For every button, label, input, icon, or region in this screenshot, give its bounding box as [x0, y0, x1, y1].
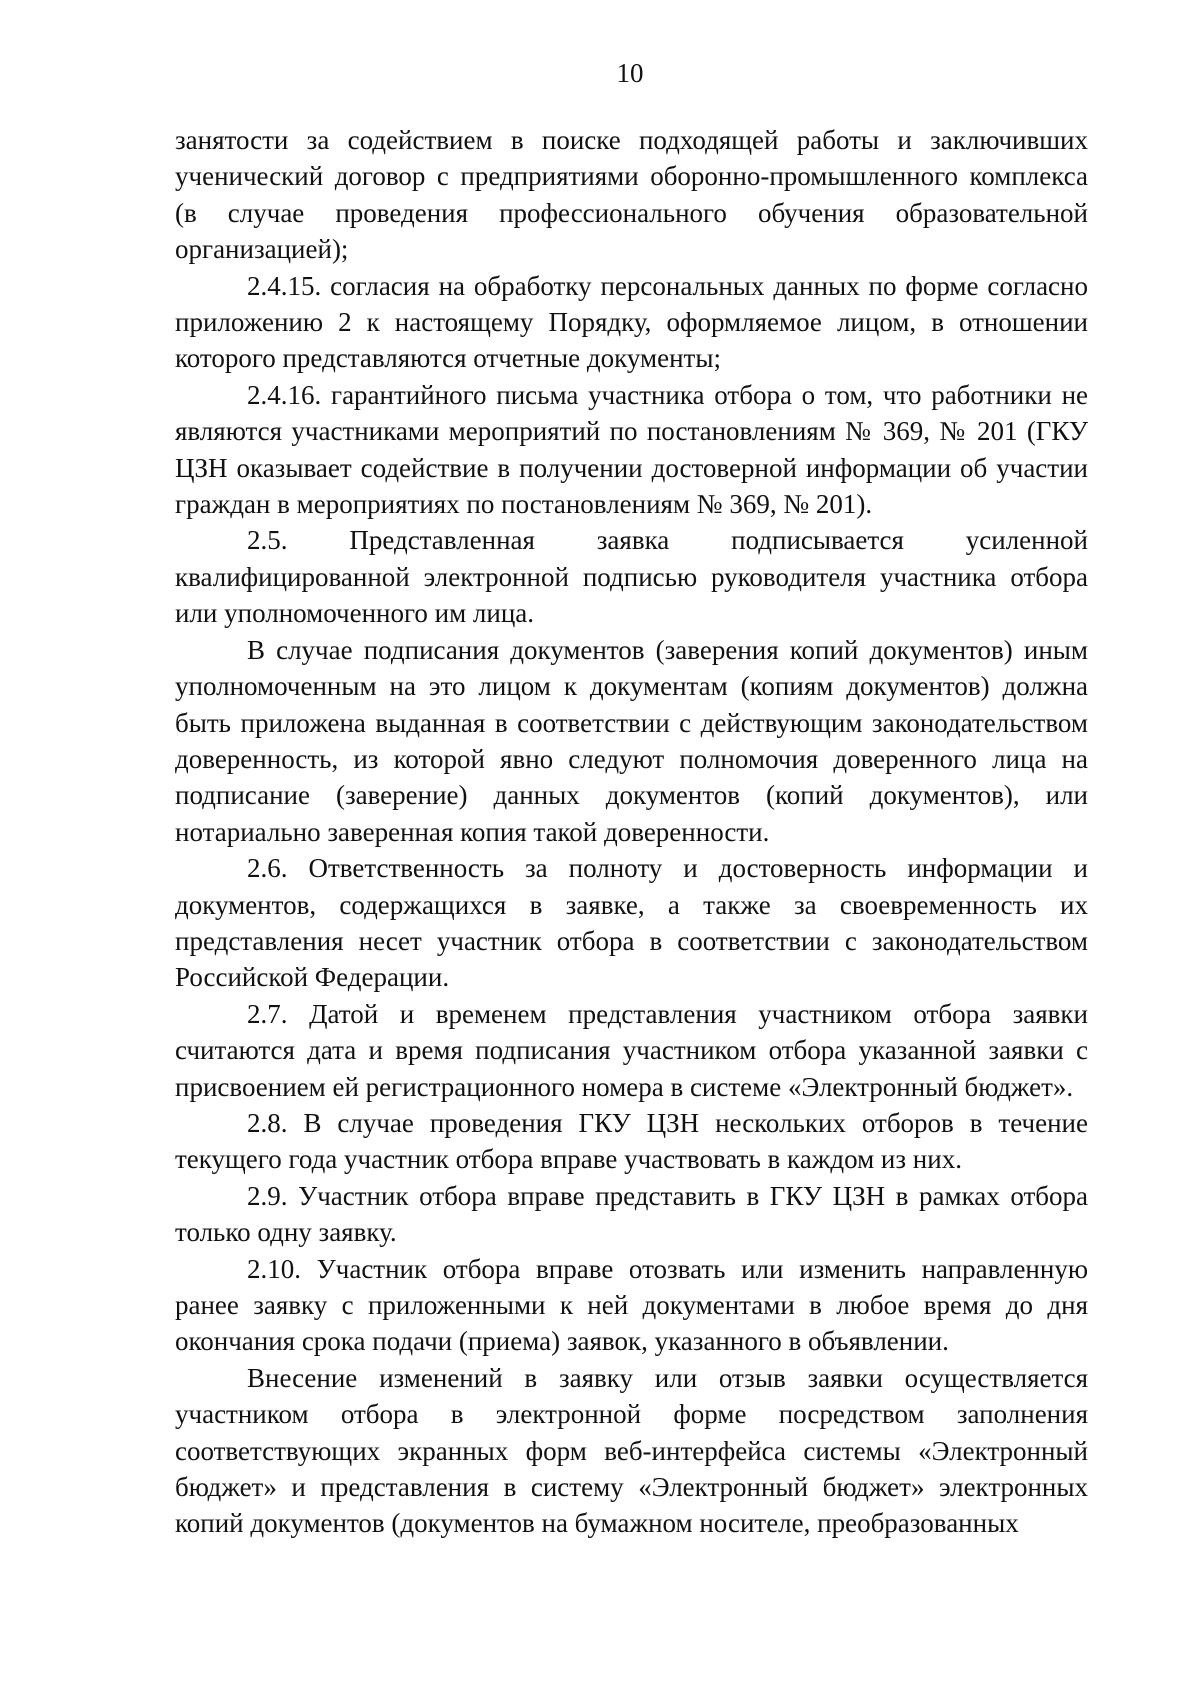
paragraph: Внесение изменений в заявку или отзыв заявки осуществляется участником отбора в электронной форме посредством заполнения соответствующих экранных форм веб-интерфейса системы «Электронный бюджет» и представления в систему «Электронный бюджет» электронных копий документов (документов на бумажном носителе, преобразованных [175, 1362, 1088, 1539]
paragraph: 2.6. Ответственность за полноту и достоверность информации и документов, содержащихся в заявке, а также за своевременность их представления несет участник отбора в соответствии с законодательством Российской Федерации. [175, 853, 1088, 993]
paragraph: 2.7. Датой и временем представления участником отбора заявки считаются дата и время подписания участником отбора указанной заявки с присвоением ей регистрационного номера в системе «Электронный бюджет». [175, 998, 1088, 1102]
paragraph: 2.5. Представленная заявка подписывается усиленной квалифицированной электронной подписью руководителя участника отбора или уполномоченного им лица. [175, 525, 1088, 629]
paragraph: 2.9. Участник отбора вправе представить в ГКУ ЦЗН в рамках отбора только одну заявку. [175, 1180, 1088, 1248]
paragraph: 2.10. Участник отбора вправе отозвать или изменить направленную ранее заявку с приложенными к ней документами в любое время до дня окончания срока подачи (приема) заявок, указанного в объявлении. [175, 1253, 1088, 1357]
paragraph: 2.4.15. согласия на обработку персональных данных по форме согласно приложению 2 к настоящему Порядку, оформляемое лицом, в отношении которого представляются отчетные документы; [175, 270, 1088, 374]
paragraph: занятости за содействием в поиске подходящей работы и заключивших ученический договор с предприятиями оборонно-промышленного комплекса (в случае проведения профессионального обучения образовательной организацией); [175, 125, 1088, 265]
paragraph: В случае подписания документов (заверения копий документов) иным уполномоченным на это лицом к документам (копиям документов) должна быть приложена выданная в соответствии с действующим законодательством доверенность, из которой явно следуют полномочия доверенного лица на подписание (заверение) данных документов (копий документов), или нотариально заверенная копия такой доверенности. [175, 634, 1088, 847]
document-body [175, 122, 1088, 1542]
paragraph: 2.4.16. гарантийного письма участника отбора о том, что работники не являются участниками мероприятий по постановлениям № 369, № 201 (ГКУ ЦЗН оказывает содействие в получении достоверной информации об участии граждан в мероприятиях по постановлениям № 369, № 201). [175, 379, 1088, 520]
paragraph: 2.8. В случае проведения ГКУ ЦЗН нескольких отборов в течение текущего года участник отбора вправе участвовать в каждом из них. [175, 1107, 1088, 1175]
page-number: 10 [616, 58, 644, 88]
